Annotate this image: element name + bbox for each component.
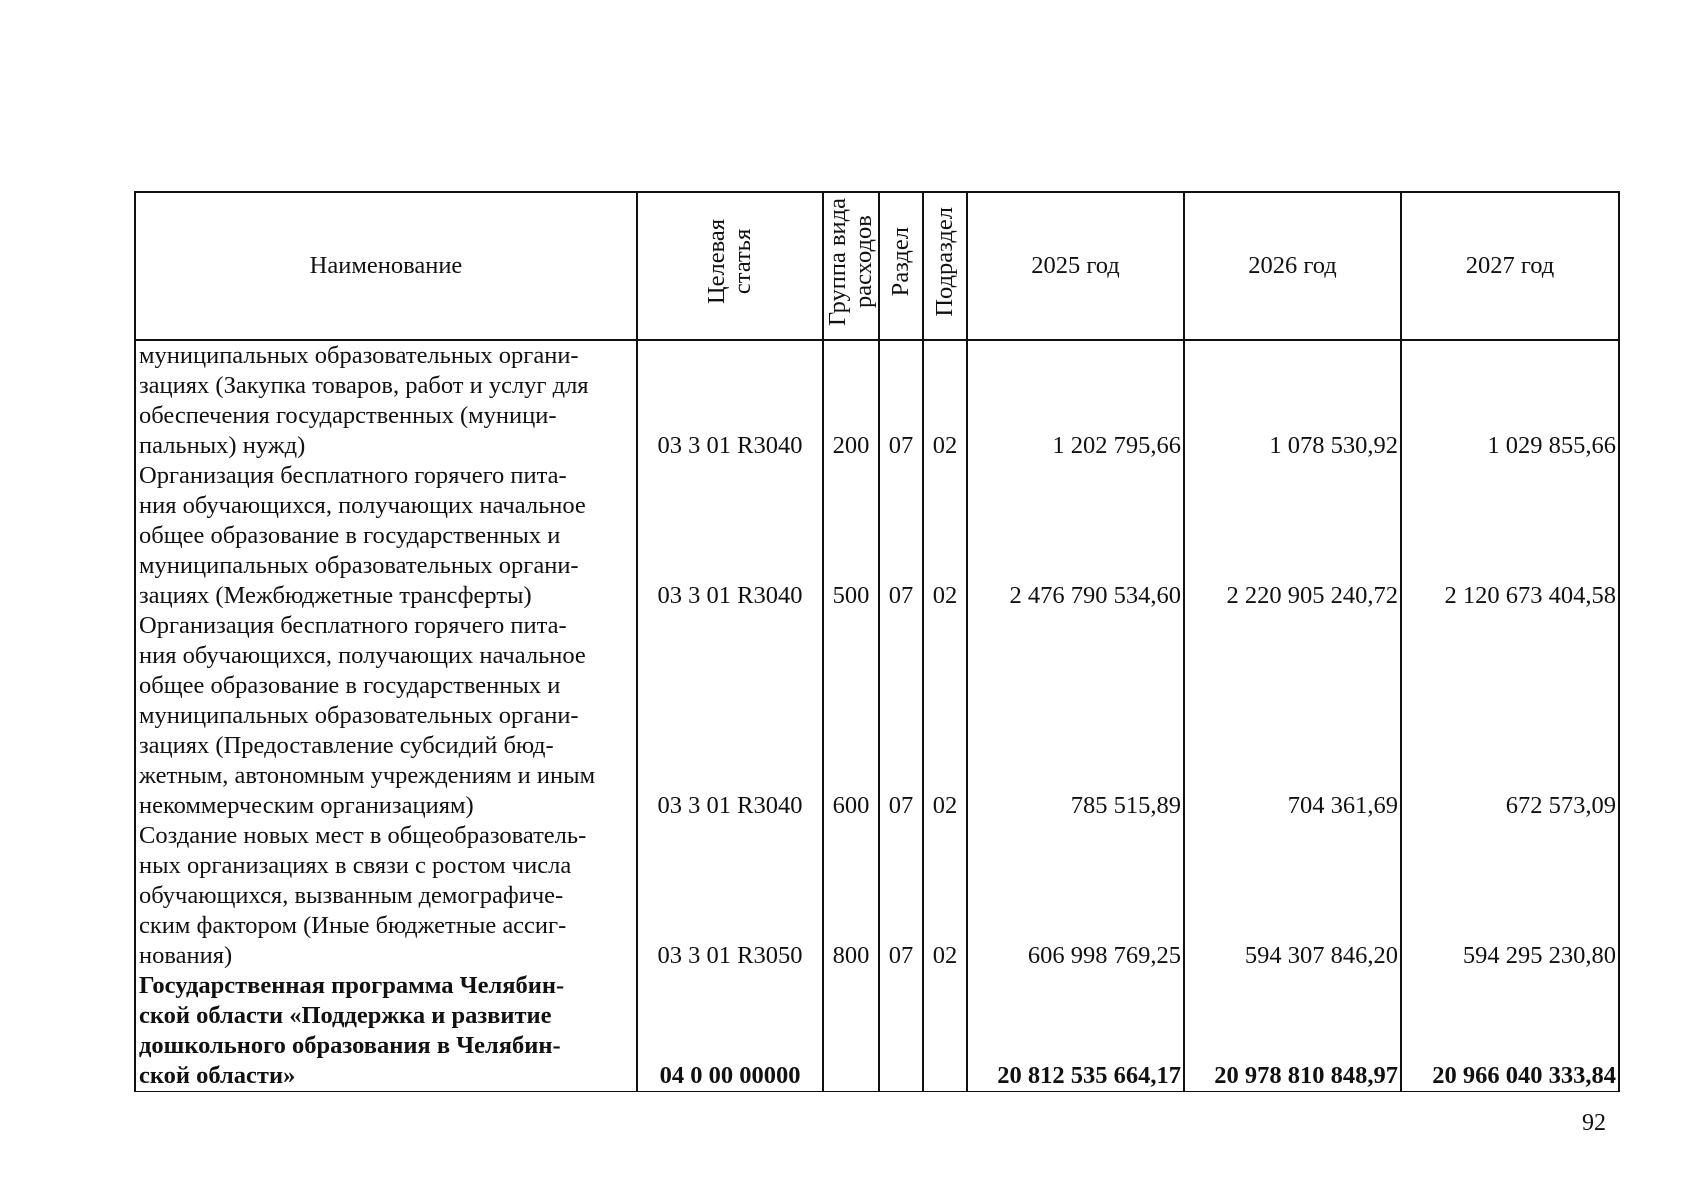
row-section: 07 (879, 461, 923, 611)
header-name: Наименование (135, 192, 637, 340)
header-target-article-text: Целевая статья (703, 219, 756, 305)
table-row (135, 611, 1619, 821)
row-amount-2027: 20 966 040 333,84 (1401, 971, 1619, 1092)
row-expense-group: 600 (823, 611, 879, 821)
row-amount-2027: 594 295 230,80 (1401, 821, 1619, 971)
row-target-article: 03 3 01 R3050 (637, 821, 823, 971)
table-row (135, 971, 1619, 1092)
row-section: 07 (879, 821, 923, 971)
header-target-article (637, 192, 823, 340)
row-name-line: ской области» (139, 1062, 296, 1089)
row-amount-2025: 2 476 790 534,60 (967, 461, 1184, 611)
row-section: 07 (879, 340, 923, 461)
row-name-line: обеспечения государственных (муници- (139, 402, 557, 429)
row-subsection: 02 (923, 461, 967, 611)
row-amount-2025: 606 998 769,25 (967, 821, 1184, 971)
row-name-line: ской области «Поддержка и развитие (139, 1002, 552, 1029)
row-name-line: Организация бесплатного горячего пита- (139, 612, 567, 639)
header-section: Раздел (879, 192, 923, 340)
row-name-line: зациях (Закупка товаров, работ и услуг для (139, 372, 589, 399)
row-name-line: зациях (Межбюджетные трансферты) (139, 582, 532, 609)
row-name-line: дошкольного образования в Челябин- (139, 1032, 561, 1059)
row-name (135, 461, 637, 611)
row-amount-2026: 1 078 530,92 (1184, 340, 1401, 461)
row-amount-2026: 20 978 810 848,97 (1184, 971, 1401, 1092)
header-year-2025: 2025 год (967, 192, 1184, 340)
table-row (135, 340, 1619, 461)
row-name-line: ским фактором (Иные бюджетные ассиг- (139, 912, 567, 939)
row-name-line: нования) (139, 942, 233, 969)
row-name-line: обучающихся, вызванным демографиче- (139, 882, 564, 909)
row-name-line: муниципальных образовательных органи- (139, 702, 579, 729)
row-expense-group: 500 (823, 461, 879, 611)
budget-table (134, 191, 1620, 1092)
header-year-2027: 2027 год (1401, 192, 1619, 340)
row-section (879, 971, 923, 1092)
row-name-line: ния обучающихся, получающих начальное (139, 642, 586, 669)
row-name-line: Организация бесплатного горячего пита- (139, 462, 567, 489)
table-header (135, 192, 1619, 340)
row-name-line: общее образование в государственных и (139, 672, 561, 699)
row-name (135, 971, 637, 1092)
header-year-2026: 2026 год (1184, 192, 1401, 340)
row-name-line: ния обучающихся, получающих начальное (139, 492, 586, 519)
row-amount-2025: 785 515,89 (967, 611, 1184, 821)
row-amount-2025: 1 202 795,66 (967, 340, 1184, 461)
row-subsection (923, 971, 967, 1092)
row-name-line: зациях (Предоставление субсидий бюд- (139, 732, 554, 759)
row-amount-2026: 2 220 905 240,72 (1184, 461, 1401, 611)
row-name-line: Государственная программа Челябин- (139, 972, 565, 999)
row-name-line: ных организациях в связи с ростом числа (139, 852, 572, 879)
table-row (135, 461, 1619, 611)
row-name (135, 611, 637, 821)
row-subsection: 02 (923, 611, 967, 821)
header-expense-group-text: Группа вида расходов (824, 197, 877, 327)
row-subsection: 02 (923, 821, 967, 971)
row-name-line: муниципальных образовательных органи- (139, 552, 579, 579)
row-name-line: жетным, автономным учреждениям и иным (139, 762, 596, 789)
row-name-line: некоммерческим организациям) (139, 792, 474, 819)
row-section: 07 (879, 611, 923, 821)
row-amount-2026: 594 307 846,20 (1184, 821, 1401, 971)
table-body (135, 340, 1619, 1092)
row-amount-2025: 20 812 535 664,17 (967, 971, 1184, 1092)
row-expense-group: 800 (823, 821, 879, 971)
row-target-article: 03 3 01 R3040 (637, 340, 823, 461)
row-amount-2027: 2 120 673 404,58 (1401, 461, 1619, 611)
row-expense-group (823, 971, 879, 1092)
row-name (135, 340, 637, 461)
row-target-article: 03 3 01 R3040 (637, 611, 823, 821)
row-name (135, 821, 637, 971)
row-expense-group: 200 (823, 340, 879, 461)
row-amount-2027: 672 573,09 (1401, 611, 1619, 821)
row-amount-2027: 1 029 855,66 (1401, 340, 1619, 461)
table-row (135, 821, 1619, 971)
row-name-line: муниципальных образовательных органи- (139, 342, 579, 369)
header-subsection: Подраздел (923, 192, 967, 340)
row-target-article: 04 0 00 00000 (637, 971, 823, 1092)
row-subsection: 02 (923, 340, 967, 461)
row-name-line: Создание новых мест в общеобразователь- (139, 822, 587, 849)
row-target-article: 03 3 01 R3040 (637, 461, 823, 611)
row-name-line: пальных) нужд) (139, 432, 306, 459)
page-number: 92 (1582, 1110, 1606, 1136)
row-amount-2026: 704 361,69 (1184, 611, 1401, 821)
row-name-line: общее образование в государственных и (139, 522, 561, 549)
header-expense-group (823, 192, 879, 340)
